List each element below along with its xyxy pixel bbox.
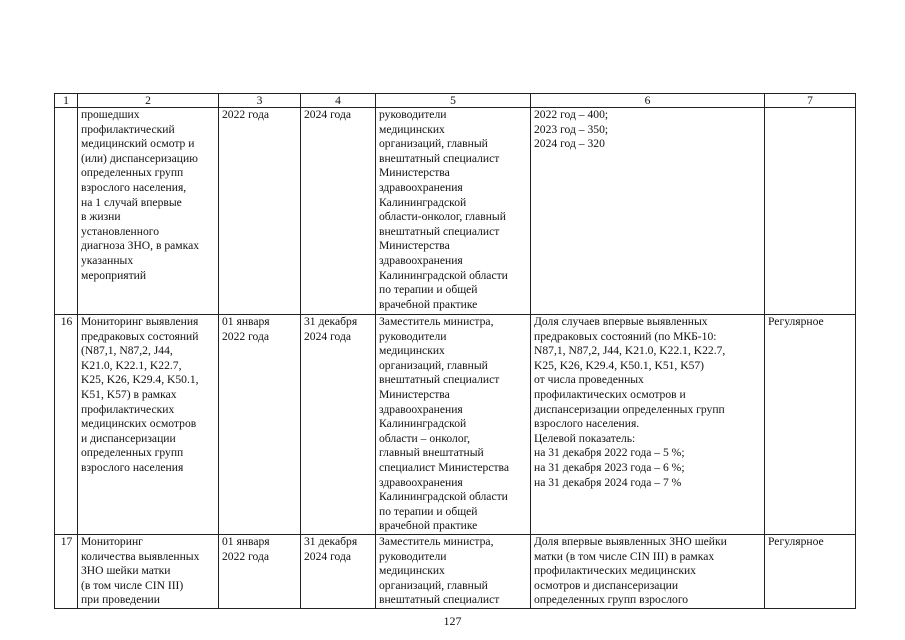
cell-text-line: 2022 год – 400;: [534, 108, 609, 121]
cell-text-line: ЗНО шейки матки: [81, 564, 171, 578]
end-date-cell: [301, 534, 376, 608]
cell-text-line: K25, K26, K29.4, K50.1, K51, K57): [534, 358, 705, 372]
row-number-cell: 17: [55, 534, 78, 608]
cell-text-line: по терапии и общей: [379, 504, 478, 518]
table-row: [55, 315, 856, 535]
cell-text-line: организаций, главный: [379, 578, 488, 592]
type-cell: [765, 315, 856, 535]
cell-text-line: Министерства: [379, 239, 450, 253]
cell-text-line: K25, K26, K29.4, K50.1,: [81, 373, 199, 387]
cell-text-line: по терапии и общей: [379, 283, 478, 297]
cell-text-line: 2024 года: [304, 329, 352, 343]
cell-text-line: организаций, главный: [379, 137, 488, 151]
header-cell-3: 3: [219, 94, 301, 108]
cell-text-line: области-онколог, главный: [379, 210, 506, 224]
cell-text-line: руководители: [379, 108, 447, 121]
cell-text-line: главный внештатный: [379, 446, 484, 460]
cell-text-line: медицинских: [379, 564, 445, 578]
cell-text-line: на 1 случай впервые: [81, 195, 182, 209]
cell-text-line: медицинских осмотров: [81, 417, 197, 431]
cell-text-line: Министерства: [379, 387, 450, 401]
cell-text-line: Калининградской: [379, 195, 467, 209]
cell-text-line: Калининградской области: [379, 268, 508, 282]
cell-text-line: здравоохранения: [379, 402, 463, 416]
cell-text-line: на 31 декабря 2024 года – 7 %: [534, 475, 682, 489]
responsible-cell: [376, 108, 531, 315]
cell-text-line: профилактических медицинских: [534, 564, 696, 578]
measure-name-cell: [78, 108, 219, 315]
cell-text-line: медицинских: [379, 344, 445, 358]
cell-text-line: определенных групп: [81, 446, 184, 460]
measure-name-cell: [78, 315, 219, 535]
start-date-cell: [219, 108, 301, 315]
cell-text-line: K21.0, K22.1, K22.7,: [81, 358, 182, 372]
cell-text-line: врачебной практике: [379, 297, 478, 311]
cell-text-line: установленного: [81, 224, 160, 238]
cell-text-line: 2022 года: [222, 329, 270, 343]
cell-text-line: Доля впервые выявленных ЗНО шейки: [534, 534, 727, 548]
cell-text-line: количества выявленных: [81, 549, 200, 563]
cell-text-line: диагноза ЗНО, в рамках: [81, 239, 200, 253]
row-number-cell: 16: [55, 315, 78, 535]
header-cell-5: 5: [376, 94, 531, 108]
cell-text-line: Мониторинг: [81, 534, 143, 548]
cell-text-line: 2024 года: [304, 549, 352, 563]
end-date-cell: [301, 315, 376, 535]
cell-text-line: профилактический: [81, 122, 175, 136]
cell-text-line: 2023 год – 350;: [534, 122, 609, 136]
cell-text-line: 01 января: [222, 315, 270, 328]
cell-text-line: профилактических осмотров и: [534, 387, 686, 401]
cell-text-line: на 31 декабря 2022 года – 5 %;: [534, 446, 685, 460]
cell-text-line: диспансеризации определенных групп: [534, 402, 725, 416]
measure-name-cell: [78, 534, 219, 608]
end-date-cell: [301, 108, 376, 315]
cell-text-line: взрослого населения,: [81, 180, 187, 194]
cell-text-line: предраковых состояний: [81, 329, 199, 343]
cell-text-line: внештатный специалист: [379, 151, 500, 165]
cell-text-line: Мониторинг выявления: [81, 315, 199, 328]
cell-text-line: медицинских: [379, 122, 445, 136]
cell-text-line: Регулярное: [768, 534, 824, 548]
cell-text-line: Министерства: [379, 166, 450, 180]
cell-text-line: здравоохранения: [379, 180, 463, 194]
cell-text-line: Заместитель министра,: [379, 534, 494, 548]
cell-text-line: 31 декабря: [304, 534, 358, 548]
cell-text-line: здравоохранения: [379, 253, 463, 267]
cell-text-line: 2022 года: [222, 108, 270, 121]
cell-text-line: медицинский осмотр и: [81, 137, 195, 151]
start-date-cell: [219, 315, 301, 535]
table-row: [55, 108, 856, 315]
cell-text-line: специалист Министерства: [379, 460, 510, 474]
cell-text-line: 2024 года: [304, 108, 352, 121]
cell-text-line: определенных групп: [81, 166, 184, 180]
cell-text-line: на 31 декабря 2023 года – 6 %;: [534, 460, 685, 474]
cell-text-line: и диспансеризации: [81, 431, 176, 445]
cell-text-line: при проведении: [81, 593, 160, 607]
cell-text-line: Заместитель министра,: [379, 315, 494, 328]
start-date-cell: [219, 534, 301, 608]
responsible-cell: [376, 534, 531, 608]
cell-text-line: внештатный специалист: [379, 224, 500, 238]
cell-text-line: предраковых состояний (по МКБ-10:: [534, 329, 717, 343]
header-cell-1: 1: [55, 94, 78, 108]
cell-text-line: 2022 года: [222, 549, 270, 563]
cell-text-line: врачебной практике: [379, 519, 478, 533]
cell-text-line: (или) диспансеризацию: [81, 151, 198, 165]
row-number-cell: [55, 108, 78, 315]
header-cell-2: 2: [78, 94, 219, 108]
cell-text-line: (N87,1, N87,2, J44,: [81, 344, 173, 358]
cell-text-line: осмотров и диспансеризации: [534, 578, 679, 592]
cell-text-line: внештатный специалист: [379, 373, 500, 387]
header-row: [55, 94, 856, 108]
cell-text-line: 31 декабря: [304, 315, 358, 328]
cell-text-line: N87,1, N87,2, J44, K21.0, K22.1, K22.7,: [534, 344, 726, 358]
cell-text-line: взрослого населения: [81, 460, 184, 474]
page-number: 127: [443, 614, 462, 628]
type-cell: [765, 108, 856, 315]
cell-text-line: прошедших: [81, 108, 140, 121]
header-cell-4: 4: [301, 94, 376, 108]
cell-text-line: (в том числе CIN III): [81, 578, 184, 592]
cell-text-line: внештатный специалист: [379, 593, 500, 607]
cell-text-line: в жизни: [81, 210, 121, 224]
cell-text-line: указанных: [81, 253, 134, 267]
type-cell: [765, 534, 856, 608]
cell-text-line: Калининградской: [379, 417, 467, 431]
cell-text-line: области – онколог,: [379, 431, 470, 445]
responsible-cell: [376, 315, 531, 535]
cell-text-line: Регулярное: [768, 315, 824, 328]
cell-text-line: определенных групп взрослого: [534, 593, 689, 607]
cell-text-line: 01 января: [222, 534, 270, 548]
cell-text-line: руководители: [379, 329, 447, 343]
indicator-cell: [531, 534, 765, 608]
indicator-cell: [531, 108, 765, 315]
cell-text-line: организаций, главный: [379, 358, 488, 372]
header-cell-7: 7: [765, 94, 856, 108]
document-table: [54, 93, 856, 609]
cell-text-line: матки (в том числе CIN III) в рамках: [534, 549, 715, 563]
cell-text-line: 2024 год – 320: [534, 137, 605, 151]
cell-text-line: профилактических: [81, 402, 175, 416]
cell-text-line: мероприятий: [81, 268, 147, 282]
cell-text-line: Калининградской области: [379, 490, 508, 504]
header-cell-6: 6: [531, 94, 765, 108]
cell-text-line: K51, K57) в рамках: [81, 387, 177, 401]
cell-text-line: здравоохранения: [379, 475, 463, 489]
table-row: [55, 534, 856, 608]
cell-text-line: взрослого населения.: [534, 417, 640, 431]
cell-text-line: от числа проведенных: [534, 373, 644, 387]
indicator-cell: [531, 315, 765, 535]
cell-text-line: Целевой показатель:: [534, 431, 636, 445]
cell-text-line: Доля случаев впервые выявленных: [534, 315, 708, 328]
cell-text-line: руководители: [379, 549, 447, 563]
